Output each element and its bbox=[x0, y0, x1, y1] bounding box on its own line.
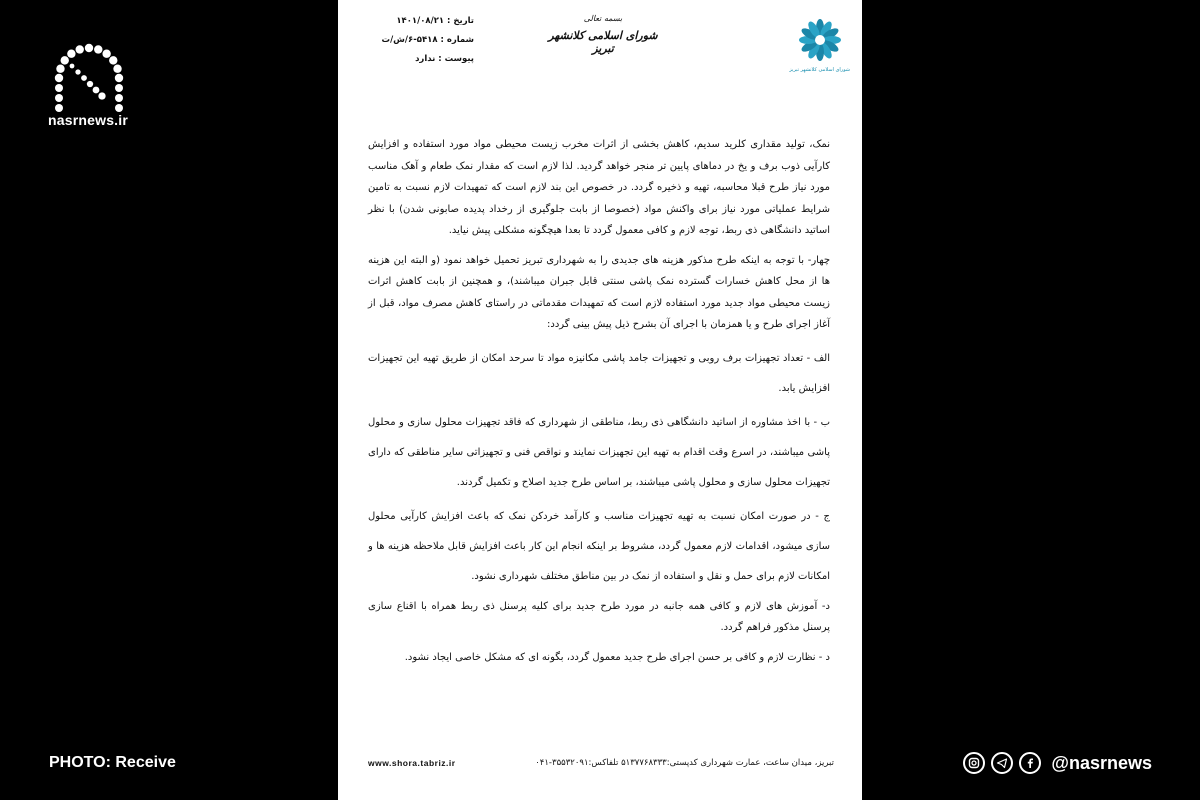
basmala: بسمه تعالی bbox=[583, 14, 623, 23]
letterhead-title bbox=[548, 14, 658, 55]
footer-address: تبریز، میدان ساعت، عمارت شهرداری کدپستی:۵۱۳۷۷۶۸۳۳۳ تلفاکس:۳۵۵۳۲۰۹۱-۰۴۱ bbox=[535, 758, 834, 768]
letter-meta bbox=[364, 12, 474, 69]
paragraph: الف - تعداد تجهیزات برف روبی و تجهیزات جامد پاشی مکانیزه مواد تا سرحد امکان از طریق تهیه این تجهیزات افزایش یابد. bbox=[368, 352, 830, 394]
telegram-icon[interactable] bbox=[991, 752, 1013, 774]
letter-body bbox=[368, 134, 830, 676]
photo-credit: PHOTO: Receive bbox=[49, 754, 176, 771]
paragraph: د - نظارت لازم و کافی بر حسن اجرای طرح جدید معمول گردد، بگونه ای که مشکل خاصی ایجاد نشود. bbox=[404, 651, 830, 663]
paragraph: ب - با اخذ مشاوره از اساتید دانشگاهی ذی ربط، مناطقی از شهرداری که فاقد تجهیزات محلول سازی و محلول پاشی میباشند، در اسرع وقت اقدام به تهیه این تجهیزات نمایند و نواقص فنی و تجهیزاتی سایر مناطقی که دارای تجهیزات محلول سازی و محلول پاشی میباشند، بر اساس طرح جدید اصلاح و تکمیل گردند. bbox=[368, 416, 830, 488]
social-bar bbox=[963, 752, 1152, 774]
paragraph: د- آموزش های لازم و کافی همه جانبه در مورد طرح جدید برای کلیه پرسنل ذی ربط همراه با اقناع سازی پرسنل مذکور فراهم گردد. bbox=[368, 600, 830, 633]
paragraph: نمک، تولید مقداری کلرید سدیم، کاهش بخشی از اثرات مخرب زیست محیطی مواد مورد استفاده و افزایش کارآیی ذوب برف و یخ در دماهای پایین تر منجر خواهد گردید. لذا لازم است که مقدار نمک طعام و آهک مناسب مورد نیاز طرح قبلا محاسبه، تهیه و ذخیره گردد. در خصوص این بند لازم است که تمهیدات لازم نسبت به تامین شرایط عملیاتی مورد نیاز برای واکنش مواد (خصوصا از بابت جلوگیری از رخداد پدیده صابونی شدن) با نظر اساتید دانشگاهی ذی ربط، توجه لازم و کافی معمول گردد تا بعدا هیچگونه مشکلی پیش نیاید. bbox=[368, 139, 830, 236]
social-handle[interactable]: @nasrnews bbox=[1051, 752, 1152, 773]
facebook-icon[interactable] bbox=[1019, 752, 1041, 774]
nasrnews-logo-icon bbox=[48, 42, 130, 112]
council-emblem-icon bbox=[798, 18, 842, 62]
paragraph: چهار- با توجه به اینکه طرح مذکور هزینه های جدیدی را به شهرداری تبریز تحمیل خواهد نمود (و البته این هزینه ها از محل کاهش خسارات گسترده نمک پاشی سنتی قابل جبران میباشند)، و همچنین از بابت کاهش اثرات زیست محیطی مواد جدید مورد استفاده لازم است که تمهیدات مقدماتی در راستای کاهش مصرف مواد، قبل از آغاز اجرای طرح و یا همزمان با اجرای آن بشرح ذیل پیش بینی گردد: bbox=[368, 254, 830, 330]
org-name: شورای اسلامی کلانشهر تبریز bbox=[548, 29, 658, 55]
emblem-caption: شورای اسلامی کلانشهر تبریز bbox=[789, 67, 850, 73]
council-emblem bbox=[790, 18, 850, 82]
letter-date: تاریخ : ۱۴۰۱/۰۸/۲۱ bbox=[396, 16, 474, 26]
paragraph: ج - در صورت امکان نسبت به تهیه تجهیزات مناسب و کارآمد خردکن نمک که باعث افزایش کارآیی محلول سازی میشود، اقدامات لازم معمول گردد، مشروط بر اینکه انجام این کار باعث افزایش قابل ملاحظه هزینه ها و امکانات لازم برای حمل و نقل و استفاده از نمک در بین مناطق مختلف شهرداری نشود. bbox=[368, 510, 830, 582]
footer-website: www.shora.tabriz.ir bbox=[368, 758, 456, 768]
letter-attachment: پیوست : ندارد bbox=[415, 54, 474, 64]
letter-number: شماره : ۵۴۱۸-۶/ش/ت bbox=[381, 35, 474, 45]
letter-page bbox=[338, 0, 862, 800]
instagram-icon[interactable] bbox=[963, 752, 985, 774]
letter-footer bbox=[368, 758, 834, 768]
logo-caption: nasrnews.ir bbox=[48, 112, 129, 128]
